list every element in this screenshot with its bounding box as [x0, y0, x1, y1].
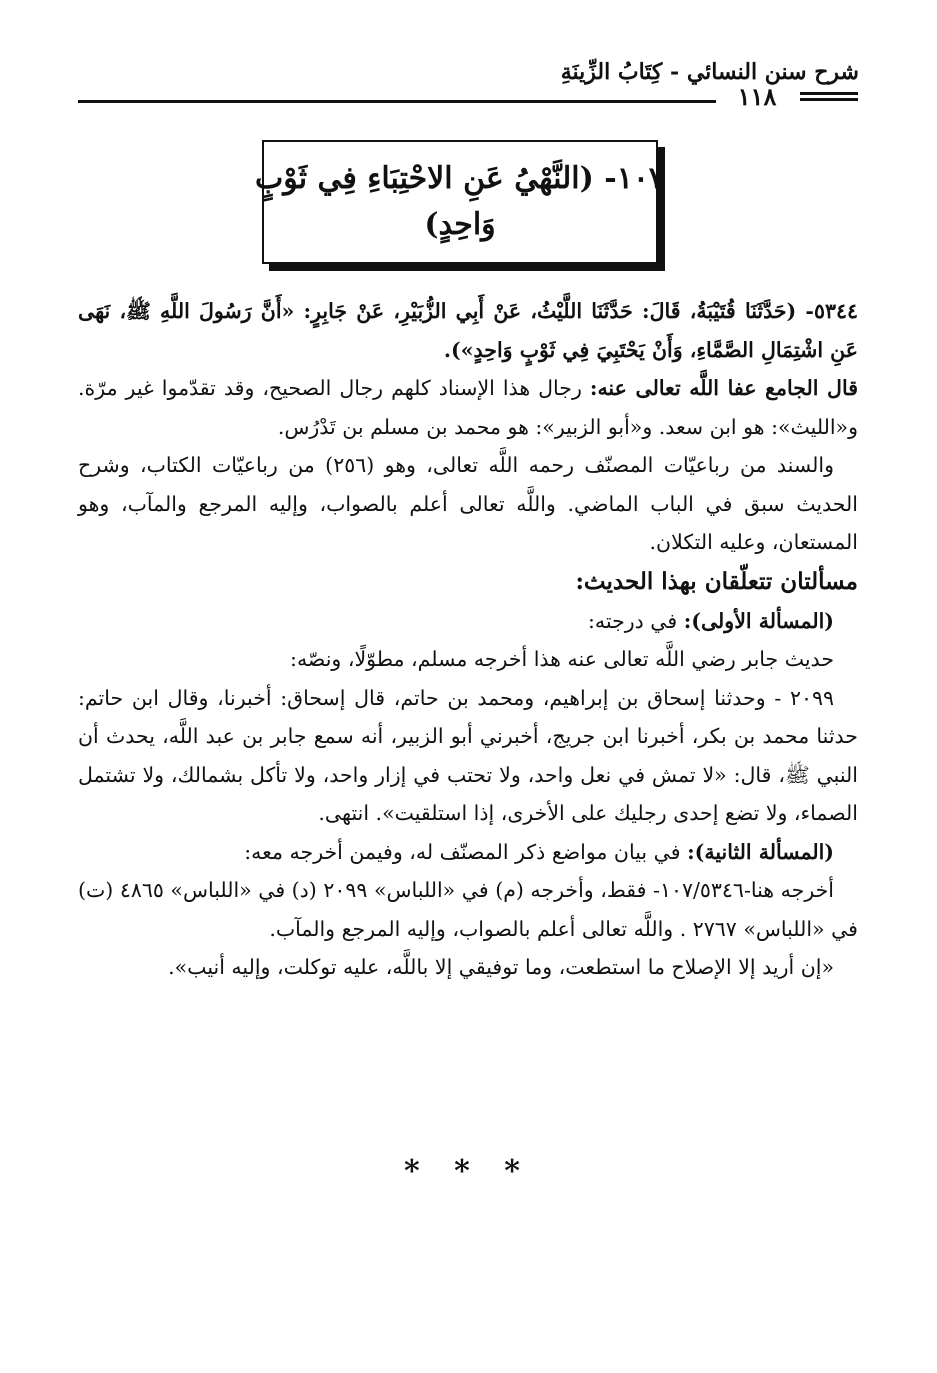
first-issue-title	[78, 602, 858, 641]
chapter-title-line-2: وَاحِدٍ)	[424, 207, 496, 242]
second-issue-title	[78, 833, 858, 872]
chapter-title-line-1: ١٠٧- (النَّهْيُ عَنِ الاحْتِبَاءِ فِي ثَوْبٍ	[254, 161, 666, 196]
second-issue-topic: في بيان مواضع ذكر المصنّف له، وفيمن أخرجه معه:	[244, 839, 681, 864]
page-body	[78, 292, 858, 987]
page-number: ١١٨	[737, 82, 777, 111]
first-issue-paragraph-1: حديث جابر رضي اللَّه تعالى عنه هذا أخرجه مسلم، مطوّلًا، ونصّه:	[290, 647, 834, 671]
second-issue-label: (المسألة الثانية):	[687, 839, 834, 864]
first-issue-label: (المسألة الأولى):	[683, 608, 834, 633]
commentary-text-1: رجال هذا الإسناد كلهم رجال الصحيح، وقد تقدّموا غير مرّة. و«الليث»: هو ابن سعد. و«أبو الزبير»: هو محمد بن مسلم بن تَدْرُس.	[78, 376, 858, 439]
commentary-paragraph-1	[78, 369, 858, 446]
commentary-lead: قال الجامع عفا اللَّه تعالى عنه:	[589, 376, 858, 400]
header-rule	[78, 100, 716, 103]
issues-heading: مسألتان تتعلّقان بهذا الحديث:	[575, 567, 858, 595]
chapter-title-box	[254, 140, 666, 264]
first-issue-paragraph-2: ٢٠٩٩ - وحدثنا إسحاق بن إبراهيم، ومحمد بن حاتم، قال إسحاق: أخبرنا، وقال ابن حاتم: حدثنا محمد بن بكر، أخبرنا ابن جريج، أخبرني أبو الزبير، أنه سمع جابر بن عبد اللَّه، يحدث أن النبي ﷺ، قال: «لا تمش في نعل واحد، ولا تحتب في إزار واحد، ولا تأكل بشمالك، ولا تشتمل الصماء، ولا تضع إحدى رجليك على الأخرى، إذا استلقيت». انتهى.	[78, 685, 858, 825]
second-issue-paragraph-1: أخرجه هنا-١٠٧/٥٣٤٦- فقط، وأخرجه (م) في «اللباس» ٢٠٩٩ (د) في «اللباس» ٤٨٦٥ (ت) في «اللباس» ٢٧٦٧ . واللَّه تعالى أعلم بالصواب، وإليه المرجع والمآب.	[78, 878, 858, 941]
header-double-rule	[800, 92, 858, 106]
commentary-paragraph-2: والسند من رباعيّات المصنّف رحمه اللَّه تعالى، وهو (٢٥٦) من رباعيّات الكتاب، وشرح الحديث سبق في الباب الماضي. واللَّه تعالى أعلم بالصواب، وإليه المرجع والمآب، وهو المستعان، وعليه التكلان.	[78, 453, 858, 554]
first-issue-topic: في درجته:	[587, 608, 678, 633]
hadith-text: ٥٣٤٤- (حَدَّثَنَا قُتَيْبَةُ، قَالَ: حَدَّثَنَا اللَّيْثُ، عَنْ أَبِي الزُّبَيْرِ، عَنْ جَابِرٍ: «أَنَّ رَسُولَ اللَّهِ ﷺ، نَهَى عَنِ اشْتِمَالِ الصَّمَّاءِ، وَأَنْ يَحْتَبِيَ فِي ثَوْبٍ وَاحِدٍ»).	[78, 299, 858, 362]
section-end-stars: * * *	[404, 1154, 532, 1189]
closing-quote: «إن أريد إلا الإصلاح ما استطعت، وما توفيقي إلا باللَّه، عليه توكلت، وإليه أنيب».	[168, 955, 834, 979]
running-title: شرح سنن النسائي - كِتَابُ الزِّينَةِ	[560, 59, 859, 85]
